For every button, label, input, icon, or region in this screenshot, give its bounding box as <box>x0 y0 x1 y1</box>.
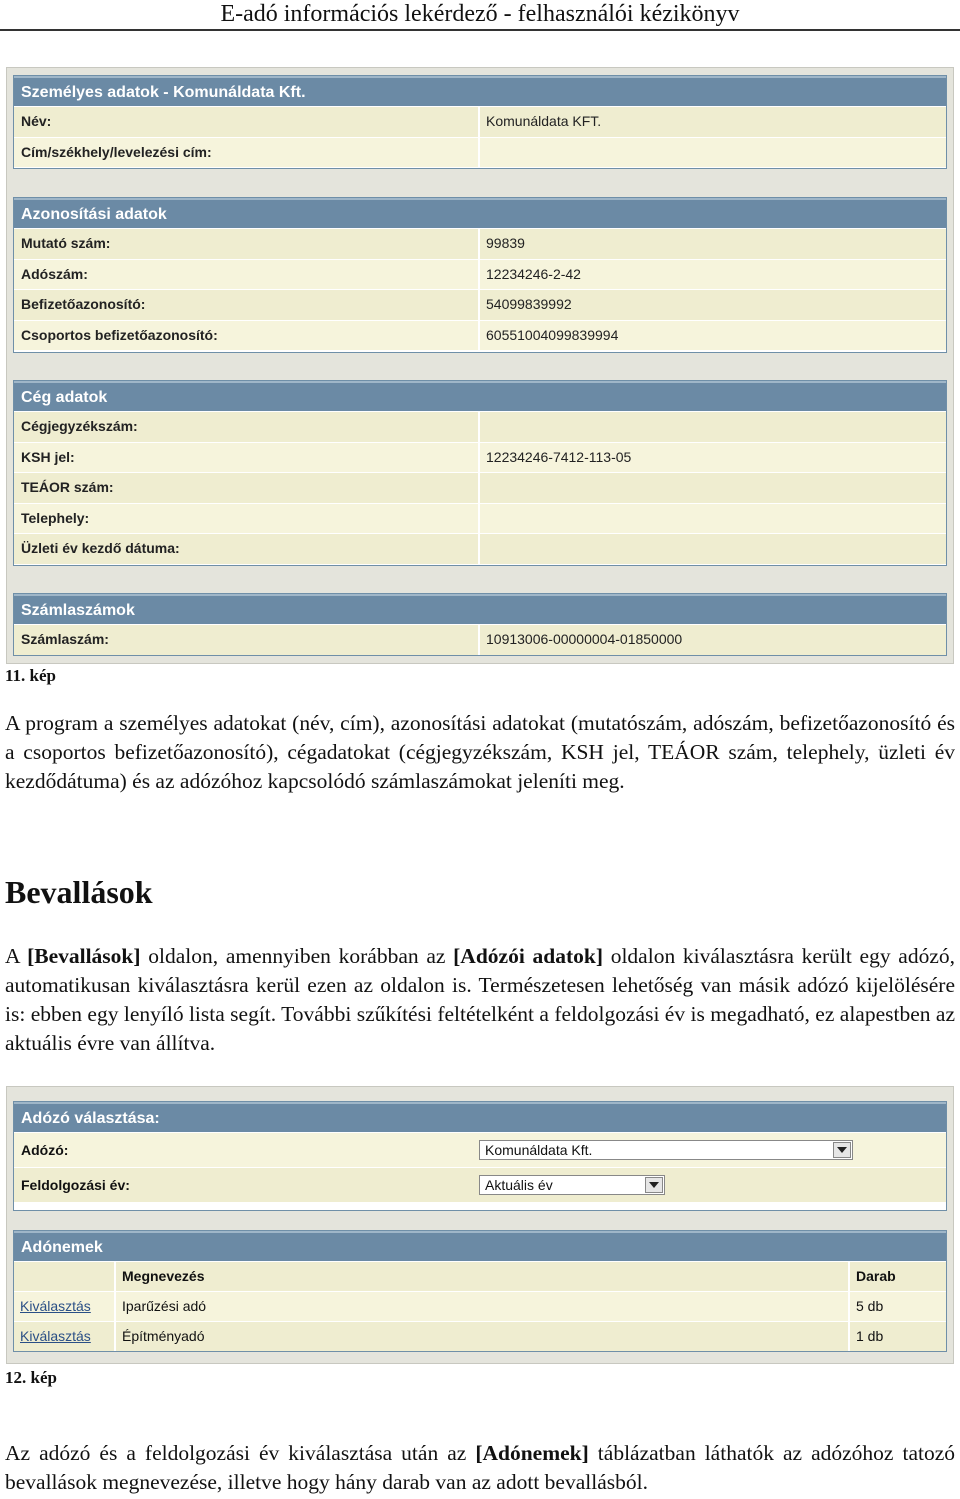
taxpayer-row <box>14 1132 946 1167</box>
field-value: 12234246-7412-113-05 <box>486 448 632 465</box>
field-label: Csoportos befizetőazonosító: <box>14 321 480 351</box>
text-run: táblázatban láthatók az adózóhoz tatozó bevallások megnevezése, illetve hogy hány darab van az adott bevallásból. <box>5 1441 955 1494</box>
field-label: Mutató szám: <box>14 229 480 259</box>
accounts-panel <box>13 593 947 656</box>
tax-count: 1 db <box>856 1328 884 1344</box>
figure-12-screenshot <box>6 1086 954 1364</box>
field-value <box>480 138 946 168</box>
data-row <box>14 624 946 655</box>
tax-name: Iparűzési adó <box>116 1292 850 1321</box>
field-label: Számlaszám: <box>14 625 480 655</box>
data-row <box>14 411 946 442</box>
figure-11-caption: 11. kép <box>5 666 57 685</box>
text-run: oldalon, amennyiben korábban az <box>140 944 454 968</box>
text-run: Az adózó és a feldolgozási év kiválasztása után az <box>5 1441 476 1465</box>
panel-rows <box>14 624 946 655</box>
field-value: 12234246-2-42 <box>486 265 581 282</box>
figure-12-caption: 12. kép <box>5 1368 57 1387</box>
field-value: 54099839992 <box>486 296 572 313</box>
data-row <box>14 106 946 137</box>
field-label: KSH jel: <box>14 443 480 473</box>
panel-rows <box>14 106 946 167</box>
data-row <box>14 472 946 503</box>
taxpayer-selector-panel <box>13 1101 947 1211</box>
field-label: Telephely: <box>14 504 480 534</box>
select-link[interactable]: Kiválasztás <box>20 1328 91 1344</box>
tax-count: 5 db <box>856 1298 884 1314</box>
section-heading: Bevallások <box>5 874 153 910</box>
data-row <box>14 228 946 259</box>
table-header-row <box>14 1261 946 1291</box>
field-label: Név: <box>14 107 480 137</box>
taxpayer-label: Adózó: <box>21 1142 69 1158</box>
select-cell <box>14 1292 116 1321</box>
chevron-down-icon[interactable] <box>833 1142 851 1158</box>
panel-title: Személyes adatok - Komunáldata Kft. <box>14 76 946 106</box>
data-row <box>14 259 946 290</box>
figure-11-screenshot <box>6 67 954 664</box>
chevron-down-icon[interactable] <box>645 1177 663 1193</box>
table-row <box>14 1291 946 1321</box>
taxpayer-select[interactable] <box>479 1140 853 1160</box>
tax-name: Építményadó <box>116 1322 850 1351</box>
field-value <box>480 534 946 564</box>
data-row <box>14 320 946 351</box>
panel-title: Azonosítási adatok <box>14 198 946 228</box>
field-label: Adószám: <box>14 260 480 290</box>
bold-term: [Bevallások] <box>27 944 141 968</box>
field-value: 60551004099839994 <box>486 326 619 343</box>
select-cell <box>14 1322 116 1351</box>
page-header-title: E-adó információs lekérdező - felhasználói kézikönyv <box>0 0 960 31</box>
field-label: TEÁOR szám: <box>14 473 480 503</box>
field-value <box>480 473 946 503</box>
identification-panel <box>13 197 947 353</box>
column-header-count: Darab <box>856 1268 896 1284</box>
field-label: Befizetőazonosító: <box>14 290 480 320</box>
data-row <box>14 442 946 473</box>
field-label: Üzleti év kezdő dátuma: <box>14 534 480 564</box>
bevallasok-paragraph <box>5 942 955 1058</box>
field-value: 99839 <box>486 235 525 251</box>
field-value <box>480 412 946 442</box>
panel-title: Adózó választása: <box>14 1102 946 1132</box>
year-label: Feldolgozási év: <box>21 1177 130 1193</box>
select-link[interactable]: Kiválasztás <box>20 1298 91 1314</box>
data-row <box>14 533 946 564</box>
year-row <box>14 1167 946 1202</box>
panel-rows <box>14 411 946 564</box>
column-header <box>14 1262 116 1291</box>
panel-title: Számlaszámok <box>14 594 946 624</box>
field-label: Cím/székhely/levelezési cím: <box>14 138 480 168</box>
text-run: oldalon kiválasztásra került egy adózó, automatikusan kiválasztásra kerül ezen az oldalon is. Természetesen lehetőség van másik adózó kijelölésére is: ebben egy lenyíló lista segít. További szűkítési feltételként a feldolgozási év is megadható, ez alapestben az aktuális évre van állítva. <box>5 944 955 1055</box>
taxpayer-select-value: Komunáldata Kft. <box>485 1142 593 1158</box>
data-row <box>14 137 946 168</box>
field-label: Cégjegyzékszám: <box>14 412 480 442</box>
adonemek-paragraph <box>5 1439 955 1497</box>
panel-title: Adónemek <box>14 1231 946 1261</box>
panel-title: Cég adatok <box>14 381 946 411</box>
year-select[interactable] <box>479 1175 665 1195</box>
field-value <box>480 504 946 534</box>
company-data-panel <box>13 380 947 566</box>
field-value: Komunáldata KFT. <box>486 113 602 129</box>
bold-term: [Adózói adatok] <box>453 944 603 968</box>
field-value: 10913006-00000004-01850000 <box>486 631 683 647</box>
data-row <box>14 503 946 534</box>
bold-term: [Adónemek] <box>475 1441 589 1465</box>
text-run: A <box>5 944 28 968</box>
column-header-name: Megnevezés <box>116 1262 850 1291</box>
panel-rows <box>14 228 946 350</box>
year-select-value: Aktuális év <box>485 1177 553 1193</box>
intro-paragraph: A program a személyes adatokat (név, cím), azonosítási adatokat (mutatószám, adószám, befizetőazonosító és a csoportos befizetőazonosító), cégadatokat (cégjegyzékszám, KSH jel, TEÁOR szám, telephely, üzleti év kezdődátuma) és az adózóhoz kapcsolódó számlaszámokat jeleníti meg. <box>5 711 955 793</box>
personal-data-panel <box>13 75 947 169</box>
tax-types-panel <box>13 1230 947 1352</box>
data-row <box>14 289 946 320</box>
table-row <box>14 1321 946 1351</box>
